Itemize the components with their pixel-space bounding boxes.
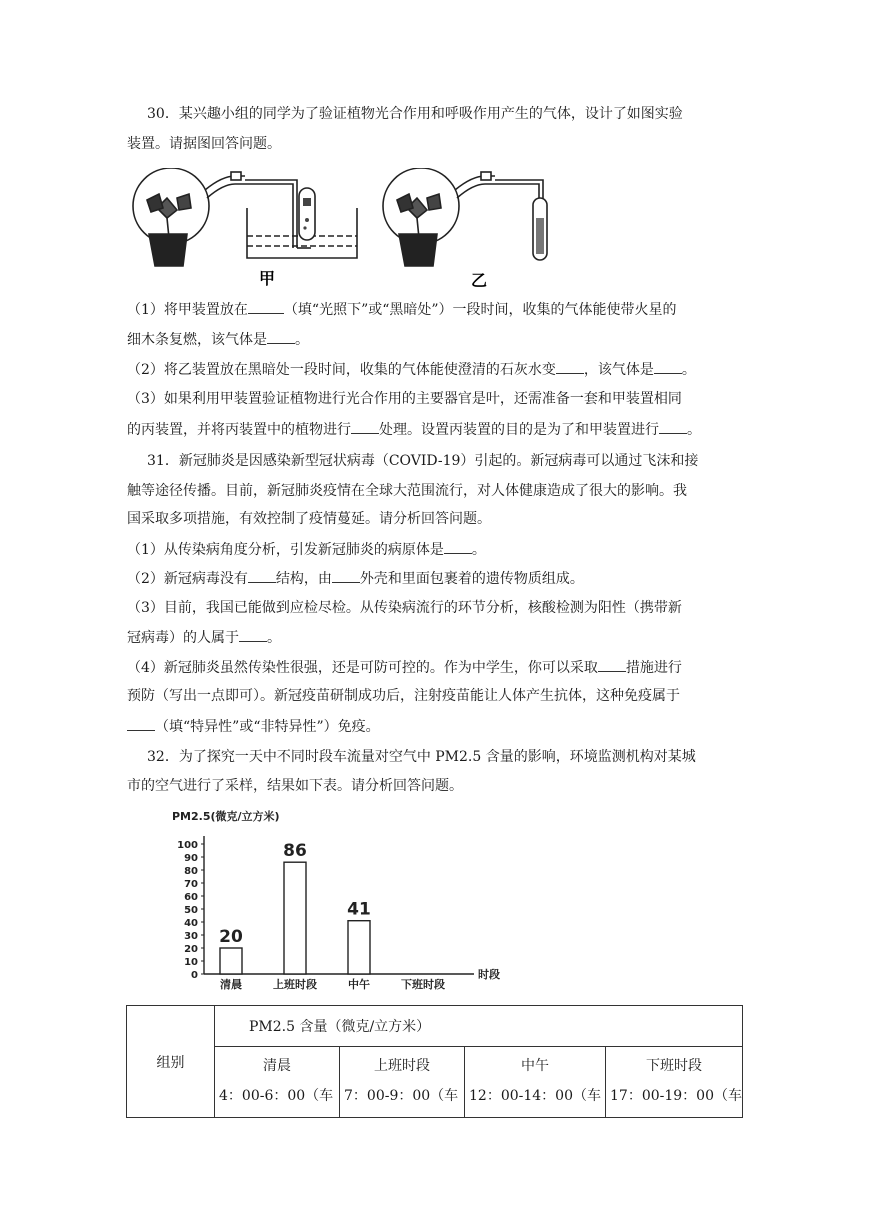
x-axis-label: 时段 (478, 968, 500, 981)
q31-intro-line3: 国采取多项措施，有效控制了疫情蔓延。请分析回答问题。 (127, 511, 491, 527)
answer-blank[interactable] (659, 419, 687, 434)
column-time: 12：00-14：00（车 (469, 1088, 601, 1104)
column-time: 7：00-9：00（车 (344, 1088, 459, 1104)
y-tick-label: 60 (184, 892, 198, 903)
y-tick-label: 50 (184, 905, 198, 916)
y-tick-label: 100 (177, 840, 198, 851)
answer-blank[interactable] (248, 568, 276, 583)
column-name: 上班时段 (374, 1058, 430, 1074)
q30-part1-line1 (127, 299, 677, 320)
x-tick-label: 下班时段 (401, 978, 445, 991)
y-tick-group (177, 840, 204, 981)
y-tick-label: 0 (191, 970, 198, 981)
x-tick-group (220, 977, 445, 991)
answer-blank[interactable] (248, 299, 284, 314)
y-tick-label: 40 (184, 918, 198, 929)
table-column (215, 1047, 340, 1118)
answer-blank[interactable] (127, 716, 155, 731)
q30-p1-text-b: （填“光照下”或“黑暗处”）一段时间，收集的气体能使带火星的 (283, 302, 677, 318)
q30-p2-text-c: 。 (681, 362, 696, 378)
bar-value-label: 86 (283, 841, 307, 862)
q31-p1-text-b: 。 (471, 542, 486, 558)
experiment-apparatus-figure (127, 168, 567, 290)
label-jia: 甲 (259, 269, 276, 288)
y-tick-label: 70 (184, 879, 198, 890)
x-tick-label: 上班时段 (273, 978, 317, 991)
q30-part3-line2 (127, 419, 701, 440)
y-tick-label: 10 (184, 957, 198, 968)
q31-p2-text-a: （2）新冠病毒没有 (127, 571, 248, 587)
q30-p2-text-b: ，该气体是 (583, 362, 654, 378)
column-name: 中午 (521, 1058, 549, 1074)
pm25-data-table (126, 1005, 743, 1118)
q30-p1-text-c: 细木条复燃，该气体是 (127, 332, 267, 348)
answer-blank[interactable] (267, 329, 295, 344)
bar (284, 862, 306, 974)
q30-p3-text-c: 处理。设置丙装置的目的是为了和甲装置进行 (379, 422, 659, 438)
q30-part1-line2 (127, 329, 309, 350)
table-header: PM2.5 含量（微克/立方米） (249, 1019, 431, 1035)
x-tick-label: 清晨 (220, 978, 242, 991)
apparatus-yi (383, 168, 547, 266)
q31-intro-line2: 触等途径传播。目前，新冠肺炎疫情在全球大范围流行，对人体健康造成了很大的影响。我 (127, 483, 687, 499)
group-label: 组别 (156, 1054, 185, 1071)
column-name: 清晨 (263, 1058, 291, 1074)
q31-p3-text-b: 冠病毒）的人属于 (127, 630, 239, 646)
q30-p1-text-a: （1）将甲装置放在 (127, 302, 248, 318)
bar-value-label: 41 (347, 899, 371, 920)
q30-intro-line2: 装置。请据图回答问题。 (127, 136, 281, 152)
column-time: 4：00-6：00（车 (219, 1088, 334, 1104)
q31-intro-line1: 31．新冠肺炎是因感染新型冠状病毒（COVID-19）引起的。新冠病毒可以通过飞沫和接 (147, 453, 699, 469)
q30-part3-line1: （3）如果利用甲装置验证植物进行光合作用的主要器官是叶，还需准备一套和甲装置相同 (127, 391, 682, 407)
q31-part4-line1 (127, 657, 682, 678)
q30-part2 (127, 359, 696, 380)
answer-blank[interactable] (239, 627, 267, 642)
q31-p1-text-a: （1）从传染病角度分析，引发新冠肺炎的病原体是 (127, 542, 444, 558)
q31-part2 (127, 568, 584, 589)
answer-blank[interactable] (332, 568, 360, 583)
group-label-cell (127, 1006, 215, 1118)
table-column (340, 1047, 465, 1118)
answer-blank[interactable] (598, 657, 626, 672)
apparatus-jia (133, 168, 357, 266)
y-tick-label: 30 (184, 931, 198, 942)
bar (348, 921, 370, 974)
q32-intro-line1: 32．为了探究一天中不同时段车流量对空气中 PM2.5 含量的影响，环境监测机构对某城 (147, 749, 696, 765)
q30-intro-line1: 30．某兴趣小组的同学为了验证植物光合作用和呼吸作用产生的气体，设计了如图实验 (147, 106, 683, 122)
q30-p2-text-a: （2）将乙装置放在黑暗处一段时间，收集的气体能使澄清的石灰水变 (127, 362, 556, 378)
y-tick-label: 90 (184, 853, 198, 864)
x-tick-label: 中午 (348, 978, 370, 991)
q30-p1-text-d: 。 (295, 332, 309, 348)
answer-blank[interactable] (351, 419, 379, 434)
y-tick-label: 20 (184, 944, 198, 955)
q31-p4-text-a: （4）新冠肺炎虽然传染性很强，还是可防可控的。作为中学生，你可以采取 (127, 660, 598, 676)
answer-blank[interactable] (654, 359, 682, 374)
q31-part4-line2: 预防（写出一点即可）。新冠疫苗研制成功后，注射疫苗能让人体产生抗体，这种免疫属于 (127, 688, 680, 704)
table-header-cell (215, 1006, 743, 1047)
y-tick-label: 80 (184, 866, 198, 877)
bar (220, 948, 242, 974)
table-column (465, 1047, 606, 1118)
q31-p4-text-d: （填“特异性”或“非特异性”）免疫。 (155, 719, 380, 735)
column-time: 17：00-19：00（车 (610, 1088, 742, 1104)
y-axis-label: PM2.5(微克/立方米) (172, 810, 280, 823)
column-name: 下班时段 (646, 1058, 702, 1074)
q31-part3-line1: （3）目前，我国已能做到应检尽检。从传染病流行的环节分析，核酸检测为阳性（携带新 (127, 600, 682, 616)
label-yi: 乙 (471, 271, 488, 290)
pm25-bar-chart (168, 806, 508, 992)
q31-part4-line3 (127, 716, 380, 737)
bar-group (219, 841, 371, 974)
q31-p2-text-c: 外壳和里面包裹着的遗传物质组成。 (359, 571, 584, 587)
q31-part3-line2 (127, 627, 281, 648)
q31-p3-text-c: 。 (267, 630, 281, 646)
table-column (606, 1047, 743, 1118)
q31-p2-text-b: 结构，由 (275, 571, 332, 587)
q31-part1 (127, 539, 486, 560)
bar-value-label: 20 (219, 927, 243, 947)
answer-blank[interactable] (444, 539, 472, 554)
q30-p3-text-b: 的丙装置，并将丙装置中的植物进行 (127, 422, 351, 438)
q30-p3-text-d: 。 (687, 422, 701, 438)
q32-intro-line2: 市的空气进行了采样，结果如下表。请分析回答问题。 (127, 778, 463, 794)
q31-p4-text-b: 措施进行 (625, 660, 682, 676)
answer-blank[interactable] (556, 359, 584, 374)
